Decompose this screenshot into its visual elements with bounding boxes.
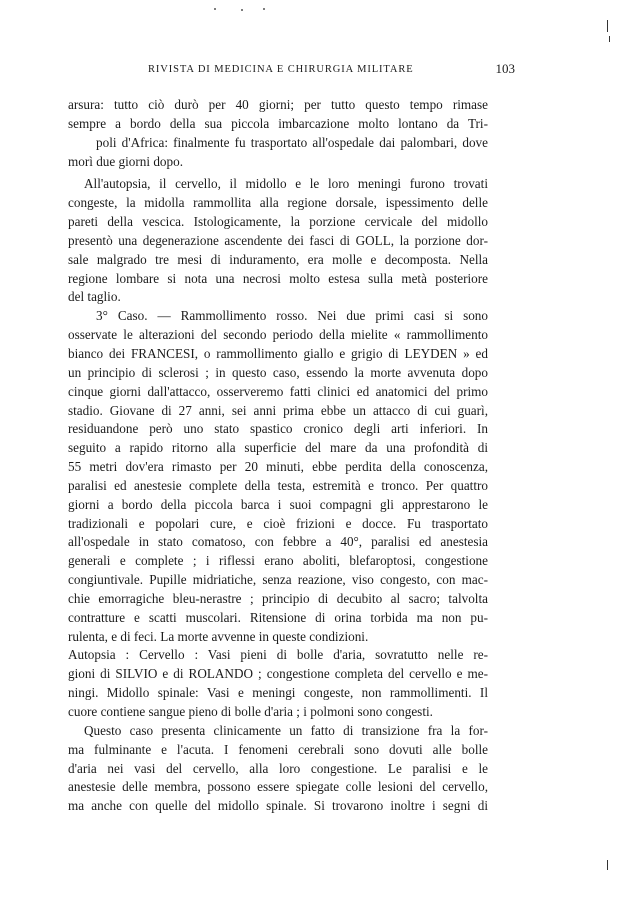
- scan-edge-mark: [607, 20, 608, 32]
- scan-speck: [214, 8, 216, 10]
- text-line: sale malgrado tre mesi di induramento, era molle e decomposta. Nella: [68, 251, 488, 267]
- text-line: bianco dei FRANCESI, o rammollimento giallo e grigio di LEYDEN » ed: [68, 345, 488, 361]
- scan-edge-mark: [609, 36, 610, 42]
- text-line: un principio di sclerosi ; in questo caso, essendo la morte avvenuta dopo: [68, 364, 488, 380]
- text-line: del taglio.: [68, 289, 121, 305]
- text-line: sempre a bordo della sua piccola imbarcazione molto lontano da Tri-: [68, 115, 488, 131]
- text-line: anestesie delle membra, possono essere spiegate colle lesioni del cervello,: [68, 779, 488, 795]
- text-line: giorni a bordo della piccola barca i suoi compagni gli apprestarono le: [68, 496, 488, 512]
- text-line: pareti della vescica. Istologicamente, la porzione cervicale del midollo: [68, 214, 488, 230]
- scan-edge-mark: [607, 860, 608, 870]
- text-line: 55 metri dov'era rimasto per 20 minuti, ebbe perdita della conoscenza,: [68, 459, 488, 475]
- text-line: ningi. Midollo spinale: Vasi e meningi congeste, non rammollimenti. Il: [68, 685, 488, 701]
- text-line: chie emorragiche bleu-nerastre ; principio di decubito al sacro; talvolta: [68, 590, 488, 606]
- running-head: RIVISTA DI MEDICINA E CHIRURGIA MILITARE: [148, 64, 414, 75]
- text-line: stadio. Giovane di 27 anni, sei anni prima ebbe un attacco di cui guarì,: [68, 402, 488, 418]
- page-number: 103: [495, 61, 515, 76]
- text-line: congeste, la midolla rammollita alla regione dorsale, ispessimento delle: [68, 195, 488, 211]
- text-line: congiuntivale. Pupille midriatiche, senza reazione, viso congesto, con mac-: [68, 572, 488, 588]
- text-line: gioni di SILVIO e di ROLANDO ; congestione completa del cervello e me-: [68, 666, 488, 682]
- text-line: tradizionali e popolari cure, e cioè frizioni e docce. Fu trasportato: [68, 515, 488, 531]
- text-line: seguito a rapido ritorno alla superficie del mare da una profondità di: [68, 440, 488, 456]
- text-line: Questo caso presenta clinicamente un fatto di transizione fra la for-: [84, 722, 488, 738]
- text-line: arsura: tutto ciò durò per 40 giorni; per tutto questo tempo rimase: [68, 97, 488, 112]
- text-line: residuandone però uno stato spastico cronico degli arti inferiori. In: [68, 421, 488, 437]
- text-line: 3° Caso. — Rammollimento rosso. Nei due primi casi si sono: [96, 308, 488, 324]
- text-line: cuore contiene sangue pieno di bolle d'aria ; i polmoni sono congesti.: [68, 704, 433, 719]
- text-line: contratture e scatti muscolari. Ritensione di orina torbida ma non pu-: [68, 609, 488, 625]
- text-line: paralisi ed anestesie complete della testa, estremità e tronco. Per quattro: [68, 477, 488, 493]
- text-line: rulenta, e di feci. La morte avvenne in queste condizioni.: [68, 628, 369, 644]
- text-line: cinque giorni dall'attacco, osserveremo fatti clinici ed anatomici del primo: [68, 383, 488, 399]
- text-line: poli d'Africa: finalmente fu trasportato all'ospedale dai palombari, dove: [96, 134, 488, 150]
- text-line: ma anche con quelle del midollo spinale. Si trovarono inoltre i segni di: [68, 798, 488, 814]
- body-text: [68, 96, 488, 816]
- text-line: Autopsia : Cervello : Vasi pieni di bolle d'aria, sovratutto nelle re-: [68, 647, 488, 663]
- page-header: [70, 61, 515, 80]
- text-line: ma fulminante e l'acuta. I fenomeni cerebrali sono dovuti alle bolle: [68, 741, 488, 757]
- text-line: regione lombare si nota una necrosi molto estesa sulla metà posteriore: [68, 270, 488, 286]
- text-line: osservate le alterazioni del secondo periodo della mielite « rammollimento: [68, 327, 488, 343]
- scan-speck: [263, 8, 265, 10]
- text-line: generali e complete ; i riflessi erano aboliti, blefaroptosi, congestione: [68, 553, 488, 569]
- text-line: morì due giorni dopo.: [68, 153, 184, 169]
- text-line: All'autopsia, il cervello, il midollo e le loro meningi furono trovati: [84, 176, 488, 192]
- text-line: d'aria nei vasi del cervello, alla loro congestione. Le paralisi e le: [68, 760, 488, 776]
- text-line: presentò una degenerazione ascendente dei fasci di GOLL, la porzione dor-: [68, 232, 488, 248]
- text-line: all'ospedale in stato comatoso, con febbre a 40°, paralisi ed anestesia: [68, 534, 488, 550]
- scan-speck: [241, 9, 243, 11]
